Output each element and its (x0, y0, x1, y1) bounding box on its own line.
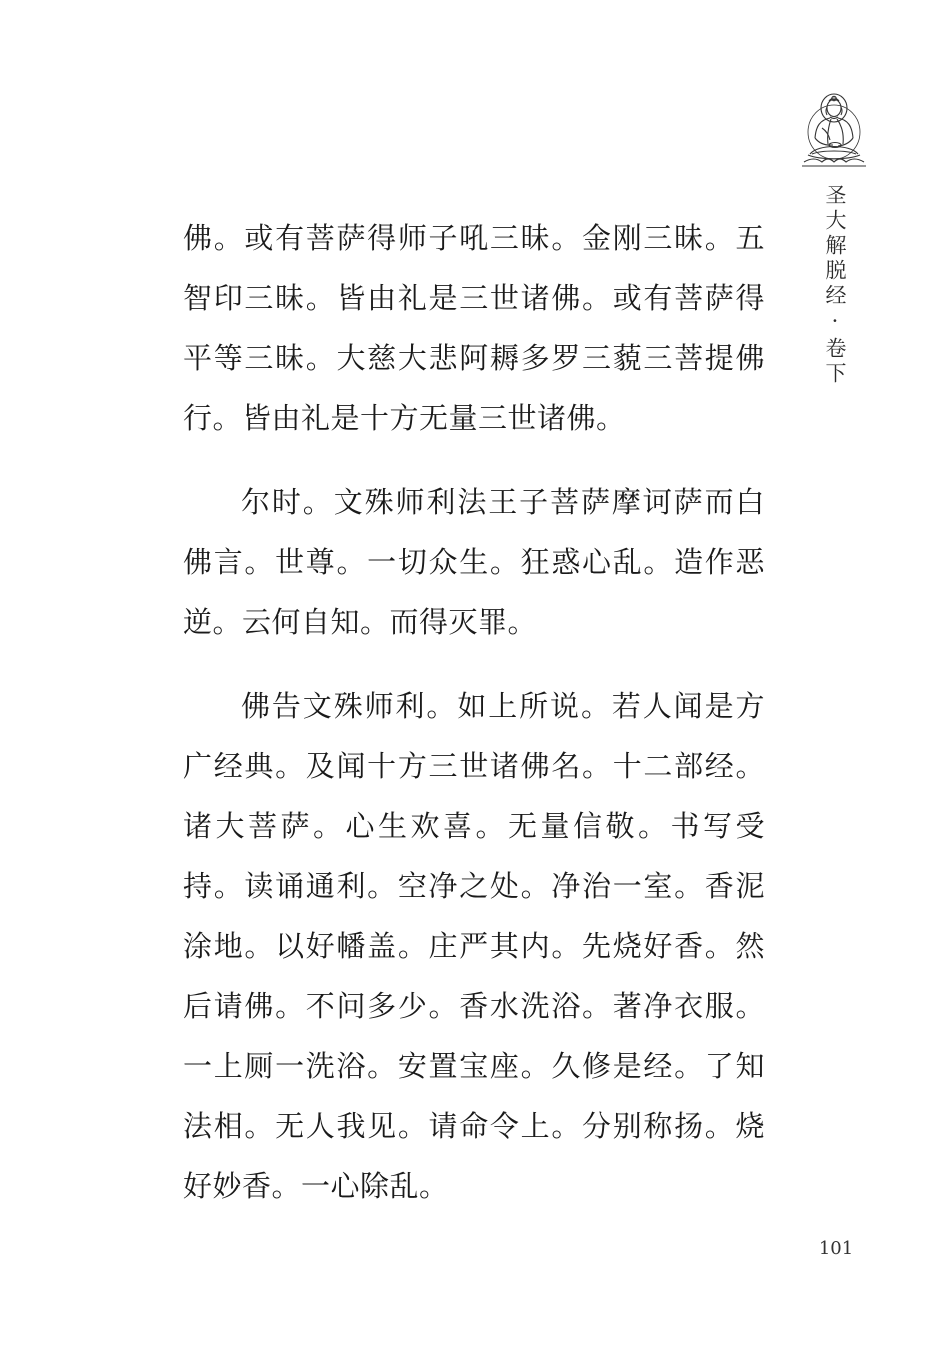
seated-buddha-icon (798, 88, 870, 168)
paragraph: 尔时。文殊师利法王子菩萨摩诃萨而白佛言。世尊。一切众生。狂惑心乱。造作恶逆。云何自知。而得灭罪。 (183, 485, 765, 639)
paragraph: 佛。或有菩萨得师子吼三昧。金刚三昧。五智印三昧。皆由礼是三世诸佛。或有菩萨得平等三昧。大慈大悲阿耨多罗三藐三菩提佛行。皆由礼是十方无量三世诸佛。 (183, 221, 765, 435)
body-text (183, 208, 765, 1216)
running-title: 圣大解脱经·卷下 (823, 184, 847, 387)
paragraph: 佛告文殊师利。如上所说。若人闻是方广经典。及闻十方三世诸佛名。十二部经。诸大菩萨。心生欢喜。无量信敬。书写受持。读诵通利。空净之处。净治一室。香泥涂地。以好幡盖。庄严其内。先烧好香。然后请佛。不问多少。香水洗浴。著净衣服。一上厕一洗浴。安置宝座。久修是经。了知法相。无人我见。请命令上。分别称扬。烧好妙香。一心除乱。 (183, 689, 765, 1203)
page-number: 101 (818, 1238, 854, 1259)
